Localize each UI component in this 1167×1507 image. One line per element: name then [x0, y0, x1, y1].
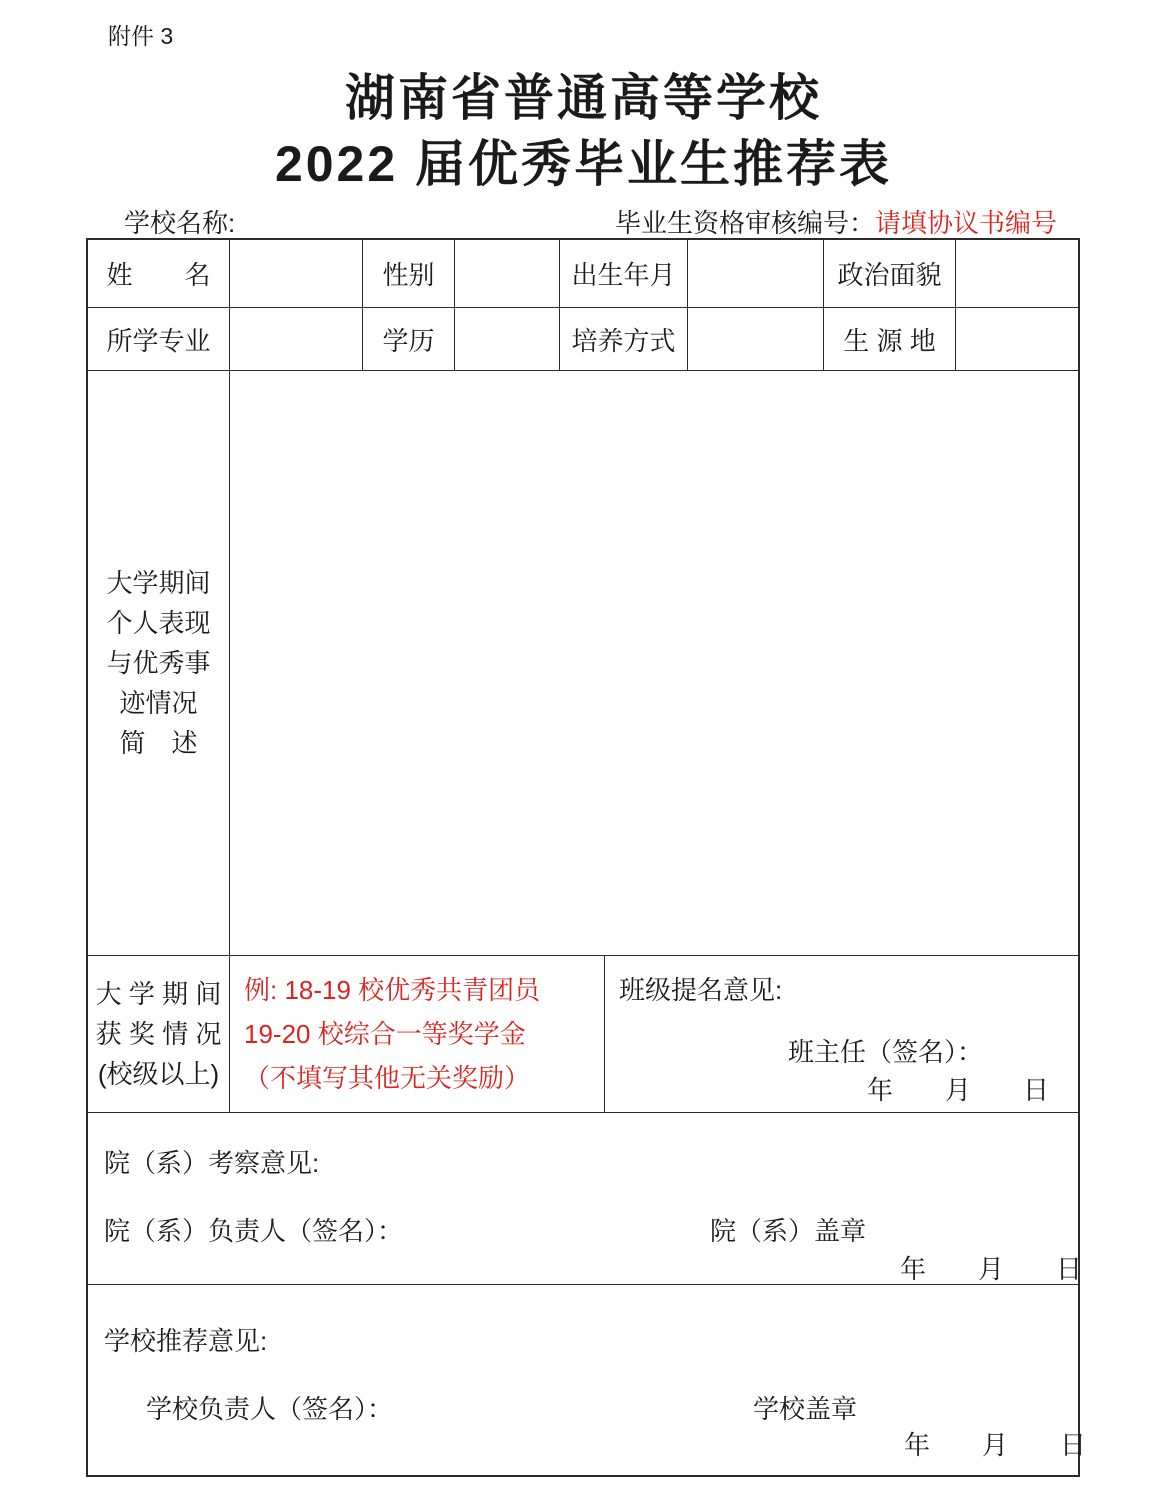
awards-row [88, 956, 1078, 1113]
class-teacher-sign-label: 班主任（签名）： [788, 1037, 984, 1067]
gender-label: 性别 [363, 240, 455, 307]
department-head-sign-label: 院（系）负责人（签名）： [104, 1216, 404, 1246]
recommendation-form-table [86, 238, 1087, 1477]
student-origin-label: 生 源 地 [824, 308, 956, 370]
school-seal-label: 学校盖章 [753, 1394, 858, 1424]
department-review-row [88, 1113, 1083, 1285]
name-field[interactable] [230, 240, 363, 307]
school-recommendation-row [88, 1285, 1087, 1475]
training-mode-field[interactable] [688, 308, 824, 370]
student-origin-field[interactable] [956, 308, 1078, 370]
review-number-group [615, 203, 1057, 240]
info-row-1 [88, 240, 1078, 308]
class-nomination-cell[interactable] [605, 956, 1078, 1112]
awards-example-area[interactable]: 例: 18-19 校优秀共青团员 19-20 校综合一等奖学金 （不填写其他无关奖励） [230, 956, 605, 1112]
performance-label: 大学期间 个人表现 与优秀事 迹情况 简 述 [88, 371, 230, 955]
school-recommendation-title: 学校推荐意见: [104, 1326, 268, 1356]
name-label: 姓 名 [88, 240, 230, 307]
department-date-label: 年 月 日 [900, 1254, 1083, 1284]
department-review-title: 院（系）考察意见: [104, 1148, 320, 1178]
degree-label: 学历 [363, 308, 455, 370]
degree-field[interactable] [455, 308, 560, 370]
school-head-sign-label: 学校负责人（签名）： [146, 1394, 394, 1424]
political-status-field[interactable] [956, 240, 1078, 307]
department-review-cell[interactable] [88, 1113, 1083, 1284]
school-name-label: 学校名称: [124, 208, 236, 238]
awards-label: 大 学 期 间 获 奖 情 况 (校级以上) [88, 956, 230, 1112]
form-title-line2: 2022 届优秀毕业生推荐表 [274, 136, 893, 192]
training-mode-label: 培养方式 [560, 308, 688, 370]
info-row-2 [88, 308, 1078, 371]
gender-field[interactable] [455, 240, 560, 307]
major-label: 所学专业 [88, 308, 230, 370]
major-field[interactable] [230, 308, 363, 370]
birth-date-label: 出生年月 [560, 240, 688, 307]
form-header-row [88, 203, 1078, 237]
review-number-label: 毕业生资格审核编号： [615, 208, 876, 238]
political-status-label: 政治面貌 [824, 240, 956, 307]
birth-date-field[interactable] [688, 240, 824, 307]
attachment-label: 附件 3 [108, 23, 174, 49]
department-seal-label: 院（系）盖章 [710, 1216, 867, 1246]
performance-row [88, 371, 1078, 956]
performance-content-area[interactable] [230, 371, 1078, 955]
school-recommendation-cell[interactable] [88, 1285, 1087, 1475]
form-title-line1: 湖南省普通高等学校 [345, 70, 822, 126]
review-number-hint: 请填协议书编号 [875, 208, 1058, 238]
class-nomination-date-label: 年 月 日 [867, 1075, 1050, 1105]
school-date-label: 年 月 日 [904, 1430, 1087, 1460]
class-nomination-title: 班级提名意见: [619, 975, 783, 1005]
